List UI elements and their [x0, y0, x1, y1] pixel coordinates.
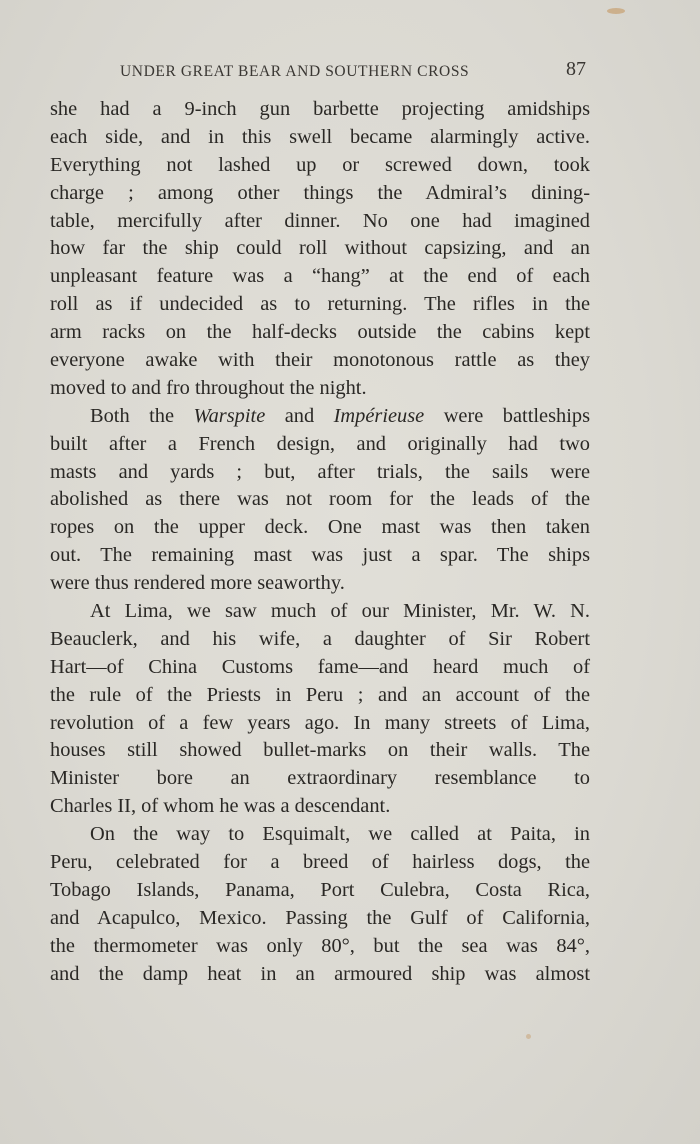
text-fragment: Both the: [90, 404, 194, 427]
paper-speck: [526, 1034, 531, 1039]
text-fragment: and: [265, 404, 334, 427]
text-line: On the way to Esquimalt, we called at Paita, in: [90, 823, 590, 846]
text-line: built after a French design, and originally had two: [50, 432, 590, 455]
text-line: were thus rendered more seaworthy.: [50, 572, 345, 595]
text-line: houses still showed bullet-marks on their walls. The: [50, 739, 590, 762]
text-line: table, mercifully after dinner. No one had imagined: [50, 209, 590, 232]
text-line: Everything not lashed up or screwed down, took: [50, 153, 590, 176]
text-line: and Acapulco, Mexico. Passing the Gulf of California,: [50, 906, 590, 929]
text-line: unpleasant feature was a “hang” at the end of each: [50, 265, 590, 288]
text-line: roll as if undecided as to returning. The rifles in the: [50, 293, 590, 316]
text-line: abolished as there was not room for the leads of the: [50, 488, 590, 511]
text-fragment: were battleships: [424, 404, 590, 427]
text-line: Charles II, of whom he was a descendant.: [50, 795, 391, 818]
page-number: 87: [566, 58, 586, 80]
text-line: out. The remaining mast was just a spar. The ships: [50, 544, 590, 567]
text-line: Tobago Islands, Panama, Port Culebra, Costa Rica,: [50, 878, 590, 901]
ship-name: Impérieuse: [333, 404, 425, 427]
text-line: ropes on the upper deck. One mast was then taken: [50, 516, 590, 539]
text-line: everyone awake with their monotonous rattle as they: [50, 349, 590, 372]
text-line: revolution of a few years ago. In many streets of Lima,: [50, 711, 590, 734]
ship-name: Warspite: [193, 404, 266, 427]
text-line: she had a 9-inch gun barbette projecting amidships: [50, 98, 590, 120]
text-line: Minister bore an extraordinary resemblance to: [50, 767, 590, 790]
body-text: [50, 96, 590, 989]
running-head: UNDER GREAT BEAR AND SOUTHERN CROSS: [120, 63, 470, 80]
text-line-italic: [50, 403, 590, 431]
page-header: [50, 60, 598, 90]
text-line: arm racks on the half-decks outside the cabins kept: [50, 321, 590, 344]
text-line: the rule of the Priests in Peru ; and an account of the: [50, 683, 590, 706]
text-line: and the damp heat in an armoured ship was almost: [50, 962, 590, 985]
text-line: the thermometer was only 80°, but the sea was 84°,: [50, 934, 590, 957]
text-line: Beauclerk, and his wife, a daughter of Sir Robert: [50, 627, 590, 650]
paper-stain: [607, 8, 625, 14]
text-line: moved to and fro throughout the night.: [50, 376, 367, 399]
text-line: Peru, celebrated for a breed of hairless dogs, the: [50, 851, 590, 874]
text-line: masts and yards ; but, after trials, the sails were: [50, 460, 590, 483]
text-line: At Lima, we saw much of our Minister, Mr. W. N.: [90, 600, 590, 623]
text-line: charge ; among other things the Admiral’s dining-: [50, 181, 590, 204]
text-line: each side, and in this swell became alarmingly active.: [50, 125, 590, 148]
text-line: how far the ship could roll without capsizing, and an: [50, 237, 590, 260]
text-line: Hart—of China Customs fame—and heard much of: [50, 655, 590, 678]
